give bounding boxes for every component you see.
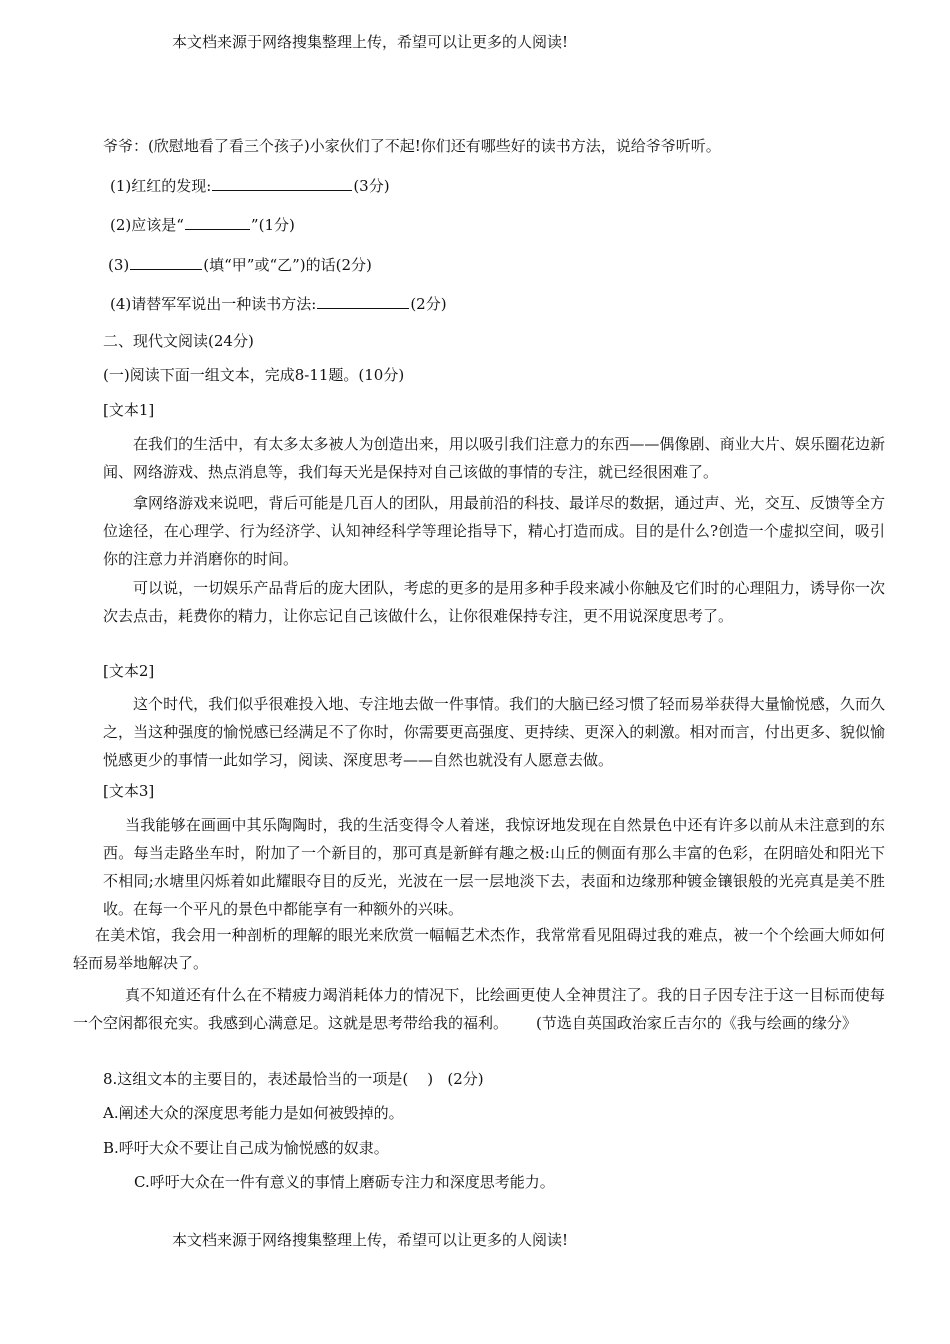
text-1-label: [文本1] bbox=[103, 401, 155, 419]
question-8-stem: 8.这组文本的主要目的，表述最恰当的一项是( ) (2分) bbox=[103, 1070, 484, 1088]
question-8-option-b[interactable]: B.呼吁大众不要让自己成为愉悦感的奴隶。 bbox=[103, 1139, 389, 1157]
text-3-paragraph-2: 在美术馆，我会用一种剖析的理解的眼光来欣赏一幅幅艺术杰作，我常常看见阻碍过我的难点，被一个个绘画大师如何轻而易举地解决了。 bbox=[73, 926, 885, 972]
text-1-paragraph-2: 拿网络游戏来说吧，背后可能是几百人的团队，用最前沿的科技、最详尽的数据，通过声、光，交互、反馈等全方位途径，在心理学、行为经济学、认知神经科学等理论指导下，精心打造而成。目的是什么?创造一个虚拟空间，吸引你的注意力并消磨你的时间。 bbox=[103, 494, 885, 568]
question-3-score: (填“甲”或“乙”)的话(2分) bbox=[203, 256, 372, 274]
text-3-paragraph-1: 当我能够在画画中其乐陶陶时，我的生活变得令人着迷，我惊讶地发现在自然景色中还有许多以前从未注意到的东西。每当走路坐车时，附加了一个新目的，那可真是新鲜有趣之极:山丘的侧面有那么丰富的色彩，在阴暗处和阳光下不相同;水塘里闪烁着如此耀眼夺目的反光，光波在一层一层地淡下去，表面和边缘那种镀金镶银般的光亮真是美不胜收。在每一个平凡的景色中都能享有一种额外的兴味。 bbox=[103, 816, 885, 918]
grandpa-line: 爷爷：(欣慰地看了看三个孩子)小家伙们了不起!你们还有哪些好的读书方法，说给爷爷听听。 bbox=[103, 137, 721, 155]
question-3 bbox=[108, 255, 372, 274]
text-3-paragraph-3 bbox=[73, 981, 885, 1037]
question-3-label: (3) bbox=[108, 256, 130, 274]
question-1-score: (3分) bbox=[353, 177, 390, 195]
answer-blank-4[interactable] bbox=[317, 294, 409, 309]
footer-note: 本文档来源于网络搜集整理上传，希望可以让更多的人阅读! bbox=[172, 1231, 569, 1249]
text-3-paragraph-3-body: 真不知道还有什么在不精疲力竭消耗体力的情况下，比绘画更使人全神贯注了。我的日子因专注于这一目标而使每一个空闲都很充实。我感到心满意足。这就是思考带给我的福利。 bbox=[73, 986, 885, 1032]
question-1 bbox=[110, 176, 390, 195]
question-8-option-c[interactable]: C.呼吁大众在一件有意义的事情上磨砺专注力和深度思考能力。 bbox=[134, 1173, 555, 1191]
text-2-label: [文本2] bbox=[103, 662, 155, 680]
question-2-label: (2)应该是“ bbox=[110, 216, 184, 234]
question-8-option-a[interactable]: A.阐述大众的深度思考能力是如何被毁掉的。 bbox=[103, 1104, 404, 1122]
question-2 bbox=[110, 215, 295, 234]
answer-blank-3[interactable] bbox=[130, 255, 202, 270]
text-2-paragraph-1: 这个时代，我们似乎很难投入地、专注地去做一件事情。我们的大脑已经习惯了轻而易举获得大量愉悦感，久而久之，当这种强度的愉悦感已经满足不了你时，你需要更高强度、更持续、更深入的刺激。相对而言，付出更多、貌似愉悦感更少的事情一此如学习，阅读、深度思考——自然也就没有人愿意去做。 bbox=[103, 695, 885, 769]
question-1-label: (1)红红的发现: bbox=[110, 177, 212, 195]
answer-blank-2[interactable] bbox=[185, 215, 250, 230]
question-4-label: (4)请替军军说出一种读书方法: bbox=[110, 295, 317, 313]
question-4-score: (2分) bbox=[410, 295, 447, 313]
question-2-score: ”(1分) bbox=[250, 216, 295, 234]
text-3-source: (节选自英国政治家丘吉尔的《我与绘画的缘分》 bbox=[536, 1014, 857, 1032]
question-4 bbox=[110, 294, 447, 313]
answer-blank-1[interactable] bbox=[212, 176, 352, 191]
header-note: 本文档来源于网络搜集整理上传，希望可以让更多的人阅读! bbox=[172, 33, 569, 51]
text-1-paragraph-3: 可以说，一切娱乐产品背后的庞大团队，考虑的更多的是用多种手段来减小你触及它们时的心理阻力，诱导你一次次去点击，耗费你的精力，让你忘记自己该做什么，让你很难保持专注，更不用说深度思考了。 bbox=[103, 579, 885, 625]
text-3-label: [文本3] bbox=[103, 782, 155, 800]
text-1-paragraph-1: 在我们的生活中，有太多太多被人为创造出来，用以吸引我们注意力的东西——偶像剧、商业大片、娱乐圈花边新闻、网络游戏、热点消息等，我们每天光是保持对自己该做的事情的专注，就已经很困难了。 bbox=[103, 435, 885, 481]
section-2-title: 二、现代文阅读(24分) bbox=[103, 332, 254, 350]
subsection-1-title: (一)阅读下面一组文本，完成8-11题。(10分) bbox=[103, 366, 405, 384]
